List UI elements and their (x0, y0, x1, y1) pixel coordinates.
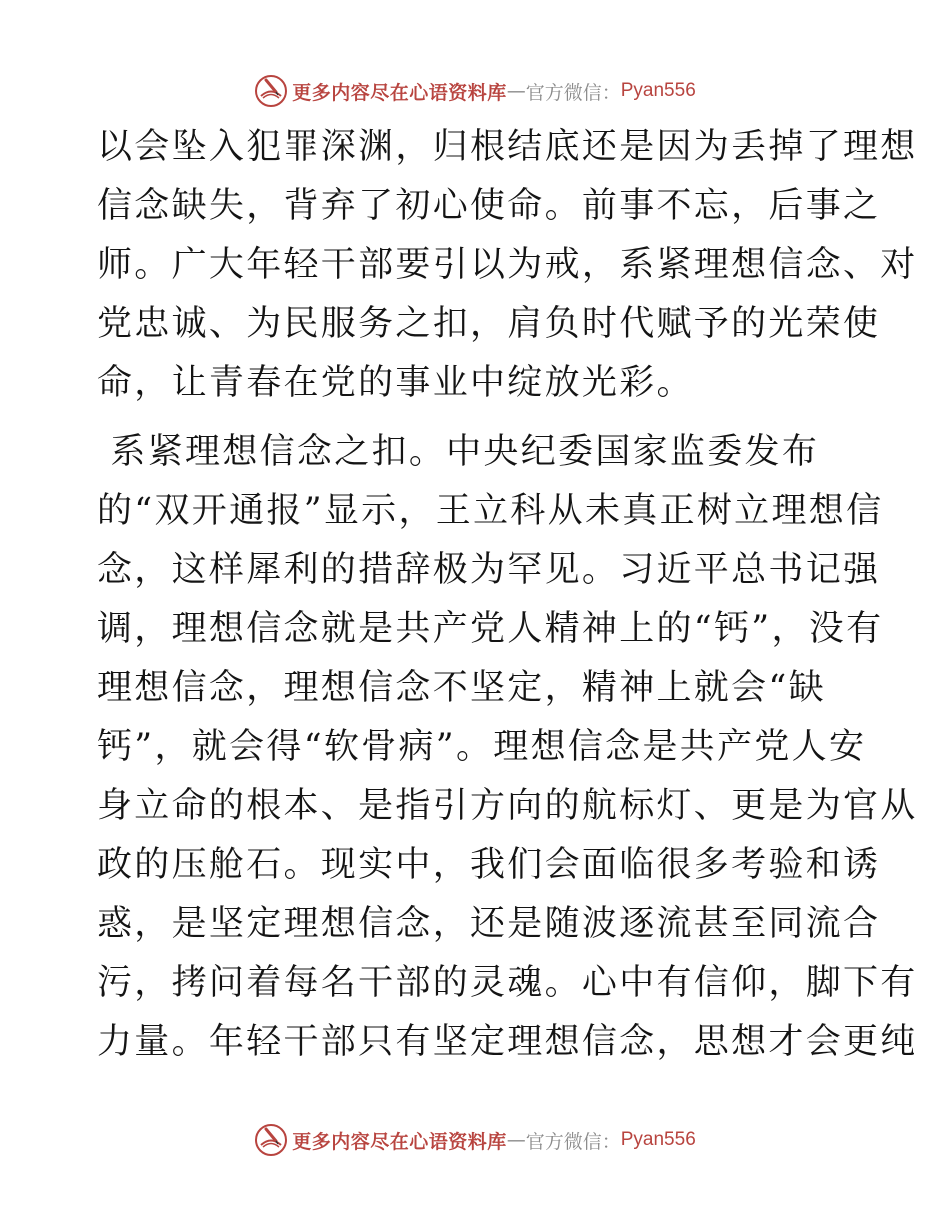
text-line: 钙”，就会得“软骨病”。理想信念是共产党人安 (97, 727, 867, 767)
text-line: 力量。年轻干部只有坚定理想信念，思想才会更纯 (97, 1022, 918, 1062)
book-pen-icon (254, 1123, 288, 1157)
watermark-wechat-label: 官方微信： (525, 81, 621, 104)
text-line: 信念缺失，背弃了初心使命。前事不忘，后事之 (97, 186, 881, 226)
document-body (97, 118, 918, 1072)
paragraph (97, 423, 918, 1072)
watermark-wechat-label: 官方微信： (525, 1130, 621, 1153)
text-line: 念，这样犀利的措辞极为罕见。习近平总书记强 (97, 550, 881, 590)
paragraph-gap (97, 413, 857, 423)
text-line: 命，让青春在党的事业中绽放光彩。 (97, 363, 694, 403)
watermark-wechat-id: Pyan556 (620, 1129, 696, 1150)
text-line: 身立命的根本、是指引方向的航标灯、更是为官从 (97, 786, 918, 826)
watermark-site-text: 更多内容尽在心语资料库 (292, 1130, 507, 1153)
book-pen-icon (254, 74, 288, 108)
watermark-wechat-id: Pyan556 (620, 80, 696, 101)
text-line: 师。广大年轻干部要引以为戒，系紧理想信念、对 (97, 245, 918, 285)
paragraph (97, 118, 918, 413)
text-line: 调，理想信念就是共产党人精神上的“钙”，没有 (97, 609, 884, 649)
text-line: 的“双开通报”显示，王立科从未真正树立理想信 (97, 491, 884, 531)
watermark-site-text: 更多内容尽在心语资料库 (292, 81, 507, 104)
watermark-separator: — (506, 1129, 526, 1151)
watermark-separator: — (506, 80, 526, 102)
text-line: 理想信念，理想信念不坚定，精神上就会“缺 (97, 668, 826, 708)
text-line: 政的压舱石。现实中，我们会面临很多考验和诱 (97, 845, 881, 885)
text-line: 惑，是坚定理想信念，还是随波逐流甚至同流合 (97, 904, 881, 944)
text-line: 污，拷问着每名干部的灵魂。心中有信仰，脚下有 (97, 963, 918, 1003)
footer-watermark (0, 1120, 950, 1160)
text-line: 党忠诚、为民服务之扣，肩负时代赋予的光荣使 (97, 304, 881, 344)
text-line: 系紧理想信念之扣。中央纪委国家监委发布 (97, 432, 820, 472)
text-line: 以会坠入犯罪深渊，归根结底还是因为丢掉了理想 (97, 127, 918, 167)
header-watermark (0, 71, 950, 111)
